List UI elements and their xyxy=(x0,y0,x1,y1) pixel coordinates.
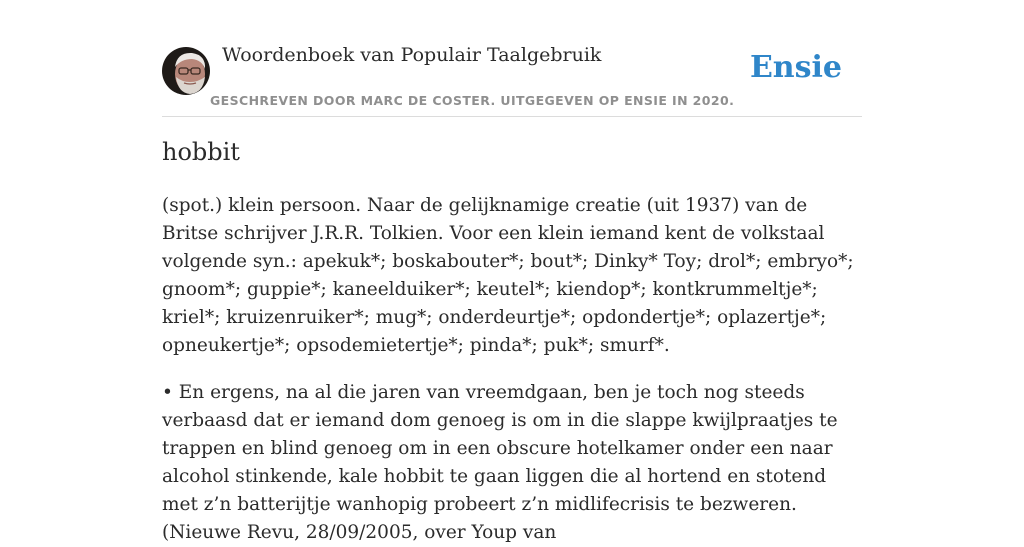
dictionary-title[interactable]: Woordenboek van Populair Taalgebruik xyxy=(222,44,602,66)
entry-example: • En ergens, na al die jaren van vreemdgaan, ben je toch nog steeds verbaasd dat er iemand dom genoeg is om in die slappe kwijlpraatjes te trappen en blind genoeg om in een obscure hotelkamer onder een naar alcohol stinkende, kale hobbit te gaan liggen die al hortend en stotend met z’n batterijtje wanhopig probeert z’n midlifecrisis te bezweren. (Nieuwe Revu, 28/09/2005, over Youp van xyxy=(162,382,838,543)
entry-title: hobbit xyxy=(162,138,240,166)
author-avatar[interactable] xyxy=(162,47,210,95)
author-byline: GESCHREVEN DOOR MARC DE COSTER. UITGEGEVEN OP ENSIE IN 2020. xyxy=(210,93,735,108)
author-portrait-icon xyxy=(162,47,210,95)
header xyxy=(162,0,862,117)
entry-definition: (spot.) klein persoon. Naar de gelijknamige creatie (uit 1937) van de Britse schrijver J.R.R. Tolkien. Voor een klein iemand kent de volkstaal volgende syn.: apekuk*; boskabouter*; bout*; Dinky* Toy; drol*; embryo*; gnoom*; guppie*; kaneelduiker*; keutel*; kiendop*; kontkrummeltje*; kriel*; kruizenruiker*; mug*; onderdeurtje*; opdondertje*; oplazertje*; opneukertje*; opsodemietertje*; pinda*; puk*; smurf*. xyxy=(162,195,854,356)
page xyxy=(162,0,862,543)
ensie-logo[interactable]: Ensie xyxy=(749,50,842,85)
